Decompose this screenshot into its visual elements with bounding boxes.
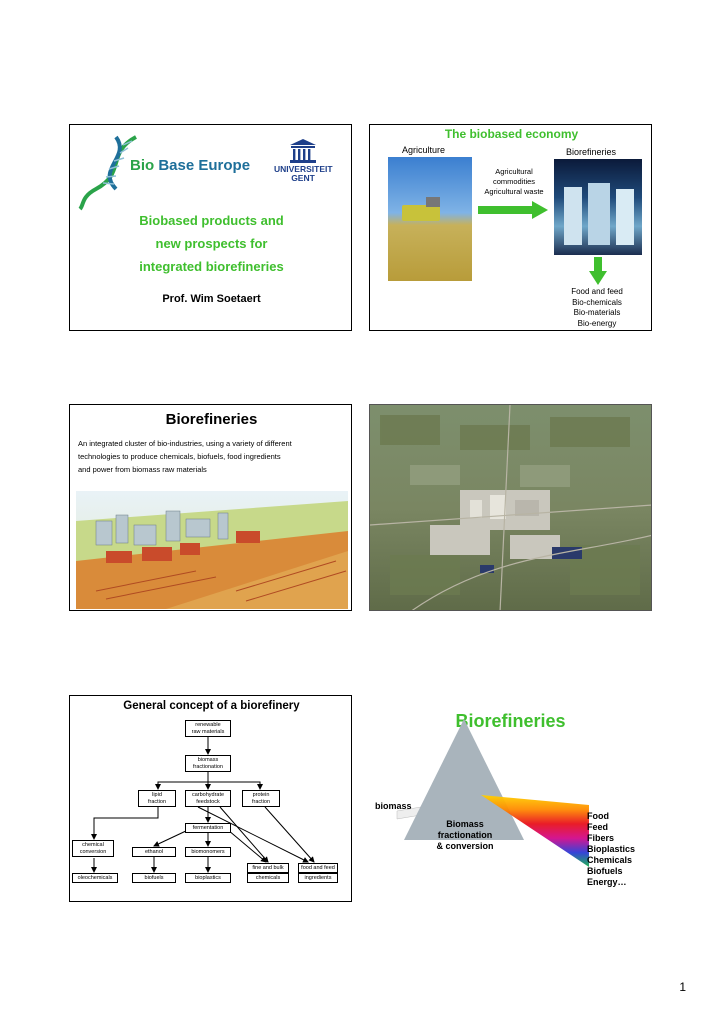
slide-title <box>69 124 352 331</box>
tank-shape <box>616 189 634 245</box>
definition-text: An integrated cluster of bio-industries, using a variety of different technologies to produce chemicals, biofuels, food ingredients and power from biomass raw materials <box>78 439 292 474</box>
box-chemical-conversion: chemical conversion <box>72 840 114 857</box>
box-oleochemicals: oleochemicals <box>72 873 118 883</box>
biorefinery-illustration <box>76 491 348 609</box>
biomass-input-label: biomass <box>375 801 412 811</box>
slide-heading: Biorefineries <box>165 411 258 428</box>
biorefineries-label: Biorefineries <box>566 147 617 157</box>
prism-outputs-list: Food Feed Fibers Bioplastics Chemicals Biofuels Energy… <box>587 811 636 887</box>
slide-heading: The biobased economy <box>444 127 579 141</box>
biorefinery-photo <box>554 159 642 255</box>
box-chemicals: chemicals <box>247 873 289 883</box>
box-lipid-fraction: lipid fraction <box>138 790 176 807</box>
slide-biorefineries-prism <box>369 695 652 902</box>
box-carbohydrate-feedstock: carbohydrate feedstock <box>185 790 231 807</box>
harvester-cab <box>426 197 440 207</box>
slide-biobased-economy <box>369 124 652 331</box>
inputs-list: Agricultural commodities Agricultural waste <box>484 167 544 196</box>
harvester-shape <box>402 205 440 221</box>
aerial-biorefinery-photo <box>370 405 652 611</box>
prism-label: Biomass fractionation & conversion <box>436 819 494 851</box>
box-protein-fraction: protein fraction <box>242 790 280 807</box>
university-name: UNIVERSITEIT GENT <box>274 164 333 183</box>
slide-heading: Biorefineries <box>455 711 566 731</box>
box-food-and-feed: food and feed <box>298 863 338 873</box>
box-fermentation: fermentation <box>185 823 231 833</box>
box-fine-and-bulk: fine and bulk <box>247 863 289 873</box>
box-biomonomers: biomonomers <box>185 847 231 857</box>
outputs-list: Food and feed Bio-chemicals Bio-materials Bio-energy <box>571 287 623 328</box>
box-biomass-fractionation: biomass fractionation <box>185 755 231 772</box>
box-renewable-raw-materials: renewable raw materials <box>185 720 231 737</box>
slide-title-text: Biobased products and new prospects for integrated biorefineries <box>139 213 284 274</box>
page-number: 1 <box>679 980 686 994</box>
slide-heading: General concept of a biorefinery <box>123 700 300 712</box>
agriculture-photo <box>388 157 472 281</box>
slide-biorefineries-definition <box>69 404 352 611</box>
author-name: Prof. Wim Soetaert <box>162 293 261 305</box>
box-biofuels: biofuels <box>132 873 176 883</box>
tank-shape <box>588 183 610 245</box>
box-bioplastics: bioplastics <box>185 873 231 883</box>
box-ingredients: ingredients <box>298 873 338 883</box>
box-ethanol: ethanol <box>132 847 176 857</box>
slide-aerial-photo <box>369 404 652 611</box>
university-building-icon <box>288 139 318 163</box>
bio-base-logo-text: Bio Base Europe <box>130 157 251 174</box>
down-arrow-icon <box>589 257 607 285</box>
slide-general-concept <box>69 695 352 902</box>
tank-shape <box>564 187 582 245</box>
agriculture-label: Agriculture <box>402 145 446 155</box>
right-arrow-icon <box>478 201 548 219</box>
